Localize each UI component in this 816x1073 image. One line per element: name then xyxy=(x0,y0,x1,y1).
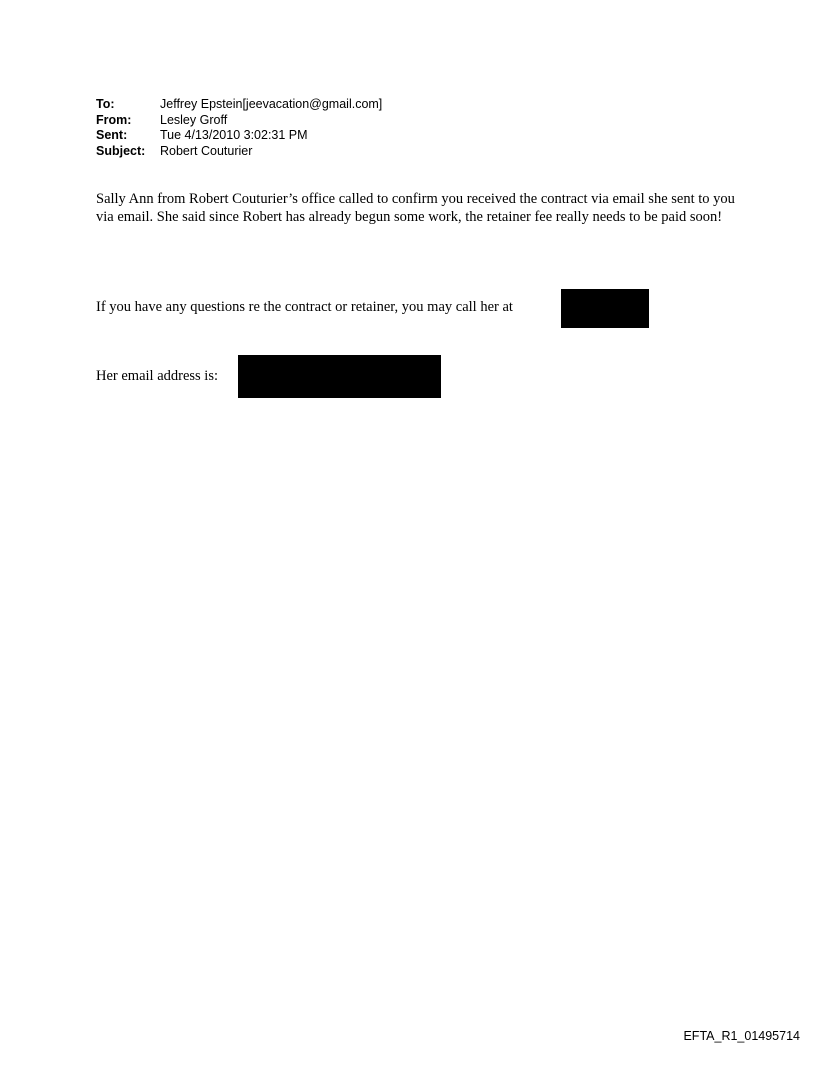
from-value: Lesley Groff xyxy=(160,112,228,127)
sent-label: Sent: xyxy=(96,128,128,142)
email-redaction-block xyxy=(238,355,441,398)
document-id: EFTA_R1_01495714 xyxy=(683,1029,800,1043)
to-value: Jeffrey Epstein[jeevacation@gmail.com] xyxy=(160,97,383,111)
body-paragraph-2: If you have any questions re the contract or retainer, you may call her at xyxy=(96,299,513,315)
subject-label: Subject: xyxy=(96,143,146,158)
body-paragraph-1: Sally Ann from Robert Couturier’s office called to confirm you received the contract via email she sent to you via email. She said since Robert has already begun some work, the retainer fee really needs to be paid soon! xyxy=(96,191,735,225)
from-row xyxy=(96,113,382,129)
sent-value: Tue 4/13/2010 3:02:31 PM xyxy=(160,128,308,142)
phone-redaction-block xyxy=(561,289,649,328)
email-header xyxy=(96,97,382,159)
subject-row xyxy=(96,144,382,160)
to-label: To: xyxy=(96,97,115,111)
to-row xyxy=(96,97,382,113)
subject-value: Robert Couturier xyxy=(160,143,253,158)
sent-row xyxy=(96,128,382,144)
body-paragraph-3: Her email address is: xyxy=(96,368,219,384)
from-label: From: xyxy=(96,112,132,127)
